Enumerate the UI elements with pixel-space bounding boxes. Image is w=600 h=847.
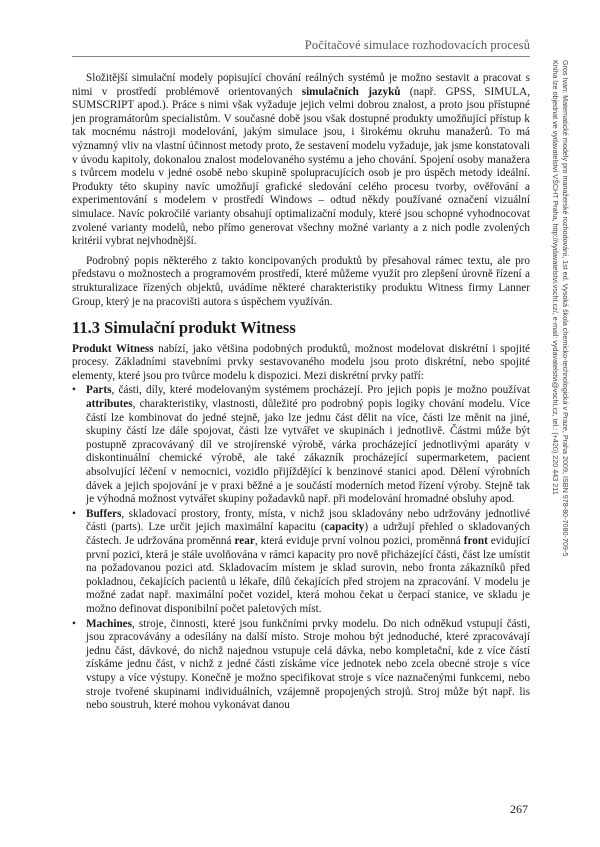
paragraph-2: Podrobný popis některého z takto koncipovaných produktů by přesahoval rámec textu, ale pro představu o možnostech a programovém prostředí, které můžeme využít pro zlepšení úrovně řízení a strukturalizace řízených objektů, uvádíme některé charakteristiky produktu Witness firmy Lanner Group, který je na pracovišti autora s úspěchem využíván. [72,254,530,308]
list-item-buffers: • Buffers, skladovací prostory, fronty, místa, v nichž jsou skladovány nebo udržovány jednotlivé části (parts). Lze určit jejich maximální kapacitu (capacity) a udržují přehled o skladovaných částech. Je udržována proměnná rear, která eviduje první volnou pozici, proměnná front evidující první pozici, která je stále uvolňována v rámci kapacity pro nově přicházející části, část lze umístit na požadovanou pozici atd. Skladovacím místem je sklad surovin, nebo fronta zákazníků před pokladnou, čekajících pacientů u lékaře, dílů čekajících před strojem na zpracování. V modelu je možné zadat např. maximální počet vozidel, která mohou čekat u čerpací stanice, ve skladu je možno definovat disponibilní počet paletových míst. [72,507,530,615]
header-rule [72,56,530,57]
bullet: • [72,384,76,397]
side-note [548,60,570,620]
body-text [72,72,530,713]
element-list [72,384,530,712]
side-note-line-1: Gros Ivan: Matematické modely pro manažerské rozhodování, 1st ed. Vysoká škola chemicko-technologická v Praze, Praha 2009, ISBN 978-80-7080-709-5 [561,60,570,557]
paragraph-1: Složitější simulační modely popisující chování reálných systémů je možno sestavit a pracovat s nimi v prostředí problémově orientovaných simulačních jazyků (např. GPSS, SIMULA, SUMSCRIPT apod.). Práce s nimi však vyžaduje jejich velmi dobrou znalost, a proto jsou přístupné jen programátorům specialistům. V současné době jsou však dostupné produkty umožňující přístup k tak mocnému nástroji modelování, jakým simulace jsou, i širokému okruhu manažerů. To má významný vliv na vlastní účinnost metody proto, že sestavení modelu vyžaduje, jak jsme konstatovali v úvodu kapitoly, dokonalou znalost modelovaného systému a jeho chování. Spojení osoby manažera s tvůrcem modelu v jedné osobě nebo skupině spolupracujících osob je pro úspěch metody ideální. Produkty této skupiny navíc umožňují grafické sledování celého procesu tvorby, ověřování a experimentování s modelem v prostředí Windows – odtud někdy používané označení vizuální simulace. Navíc pokročilé varianty obsahují optimalizační moduly, které jsou schopné vyhodnocovat zvolené varianty modelů, nebo přímo generovat všechny možné varianty a z nich podle zvolených kritérií vybrat nejvhodnější. [72,72,530,248]
bullet: • [72,507,76,520]
term-simulation-languages: simulačních jazyků [301,85,401,98]
list-item-parts: • Parts, části, díly, které modelovaným systémem procházejí. Pro jejich popis je možno používat attributes, charakteristiky, vlastnosti, důležité pro podrobný popis logiky chování modelu. Více částí lze kombinovat do jedné stejně, jako lze jednu část dělit na více, části lze měnit na jiné, skupiny částí lze dále spojovat, části lze vytvářet ve skupinách i jednotlivě. Částmi může být postupně zpracovávaný díl ve strojírenské výrobě, várka procházející jednotlivými aparáty v diskontinuální chemické výrobě, ale také zákazník procházející supermarketem, pacient absolvující léčení v nemocnici, vozidlo přijíždějící k benzinové stanici apod. Dělení výrobních dávek a jejich spojování je v praxi běžné a je součástí moderních metod řízení výroby. Stejně tak je výhodná možnost vytvářet skupiny požadavků např. při modelování hromadné obsluhy apod. [72,384,530,506]
section-intro: Produkt Witness nabízí, jako většina podobných produktů, možnost modelovat diskrétní i spojité procesy. Základními stavebními prvky sestavovaného modelu jsou proto diskrétní, nebo spojité elementy, které jsou pro tvůrce modelu k dispozici. Mezi diskrétní prvky patří: [72,342,531,382]
bullet: • [72,617,76,630]
list-item-machines: • Machines, stroje, činnosti, které jsou funkčními prvky modelu. Do nich odněkud vstupují části, jsou zpracovávány a odesílány na další místo. Stroje mohou být jednoduché, které zpracovávají jednu část, dávkové, do nichž najednou vstupuje celá dávka, nebo kompletační, kde z více částí získáme jednu část, v nichž z jedné části získáme více jednotek nebo zcela obecné stroje s více vstupy a více výstupy. Konečně je možno specifikovat stroje s více naznačenými funkcemi, nebo stroje tvořené skupinami individuálních, vzájemně propojených strojů. Stroj může být např. lis nebo soustruh, které mohou vykonávat danou [72,617,530,712]
side-note-line-2: Kniha lze objednat ve vydavatelství VŠCHT Praha, http://vydavatelstvi.vscht.cz/, e-mail: vydavatelstvi@vscht.cz, tel.: (+420) 220 443 211 [551,60,561,495]
side-note-text [551,60,570,620]
running-head: Počítačové simulace rozhodovacích procesů [304,38,530,52]
page-number: 267 [510,802,528,816]
section-title: 11.3 Simulační produkt Witness [72,318,296,338]
